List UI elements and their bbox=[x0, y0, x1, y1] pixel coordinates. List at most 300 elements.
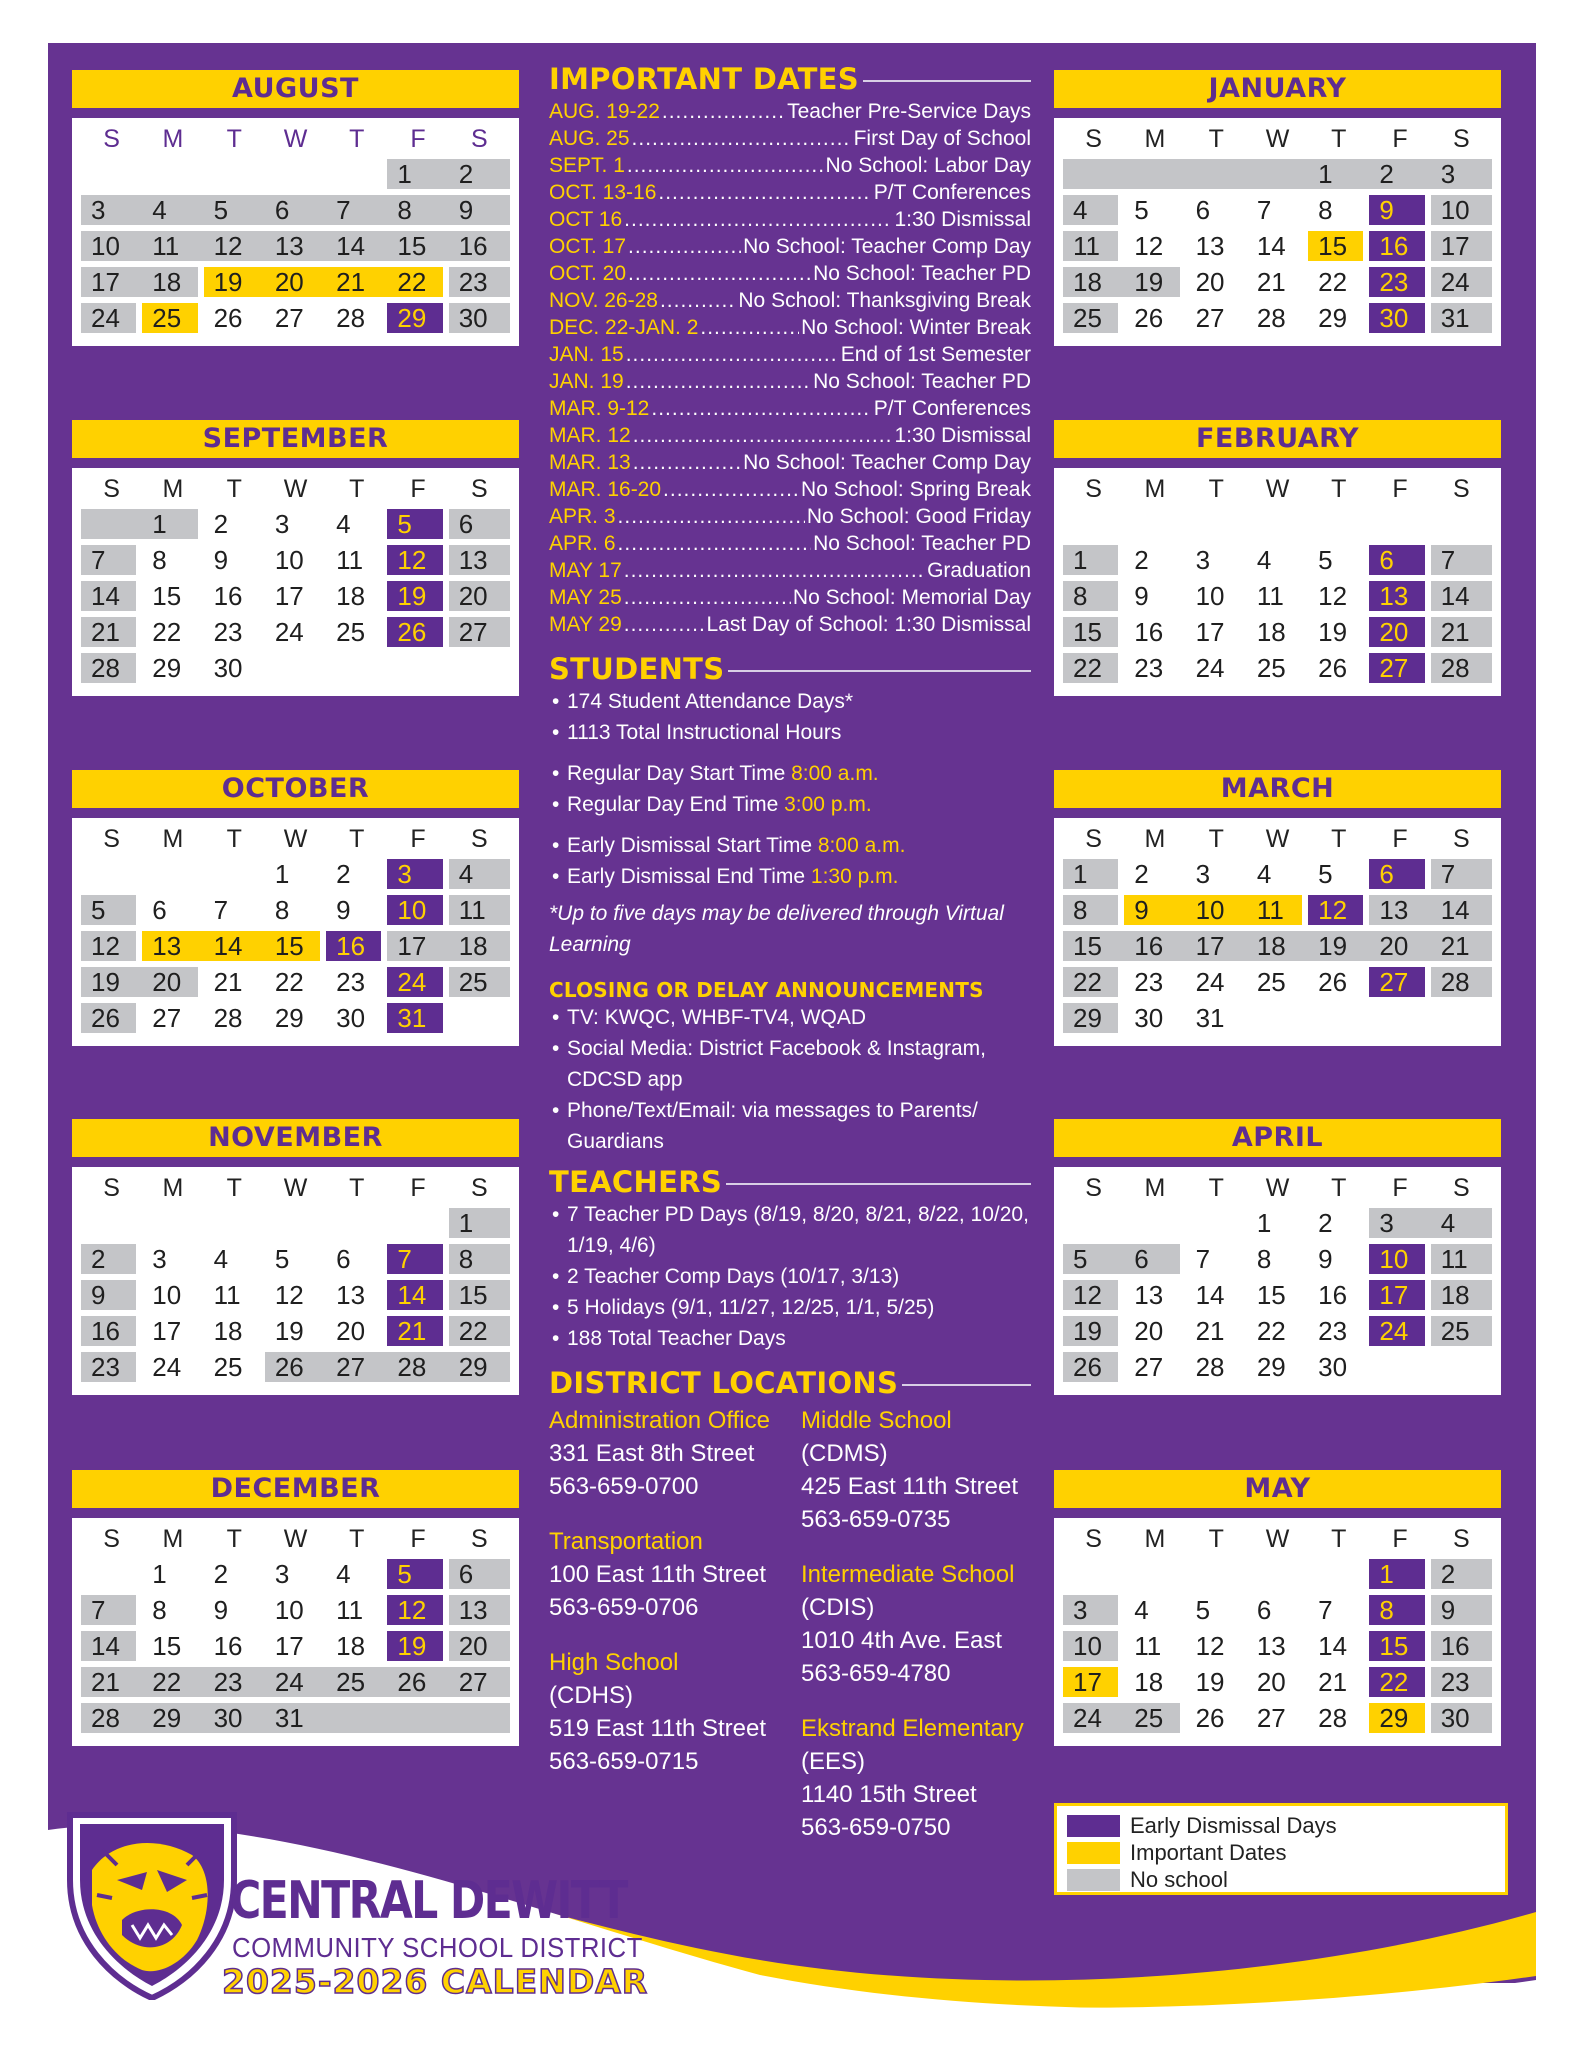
day-cell: 10 bbox=[1186, 895, 1247, 925]
location-entry bbox=[549, 1404, 801, 1503]
week-row bbox=[1063, 964, 1492, 1000]
month-grid bbox=[72, 818, 519, 1046]
weekday-label: T bbox=[1208, 1525, 1224, 1553]
day-cell bbox=[387, 1703, 448, 1733]
day-cell: 11 bbox=[142, 231, 203, 261]
location-detail: 1010 4th Ave. East bbox=[801, 1627, 1003, 1654]
day-cell: 8 bbox=[1256, 1244, 1272, 1274]
calendar-march bbox=[1054, 770, 1501, 1046]
event-label: P/T Conferences bbox=[873, 181, 1031, 204]
day-cell: 5 bbox=[1318, 859, 1333, 889]
day-cell: 10 bbox=[274, 545, 304, 575]
day-cell: 27 bbox=[449, 1667, 510, 1697]
day-cell: 28 bbox=[1256, 303, 1286, 333]
event-label: No School: Teacher Comp Day bbox=[743, 451, 1031, 474]
day-cell: 12 bbox=[1195, 1631, 1225, 1661]
event-label: No School: Good Friday bbox=[806, 505, 1031, 528]
day-cell bbox=[1247, 1559, 1308, 1589]
day-cell: 14 bbox=[81, 1631, 136, 1661]
day-cell: 10 bbox=[274, 1595, 304, 1625]
day-cell: 24 bbox=[274, 617, 304, 647]
legend-item bbox=[1067, 1839, 1495, 1866]
day-cell: 14 bbox=[326, 231, 387, 261]
day-cell: 11 bbox=[1247, 895, 1302, 925]
calendar-april bbox=[1054, 1119, 1501, 1395]
day-cell: 18 bbox=[1431, 1280, 1492, 1310]
bullet-item: • 188 Total Teacher Days bbox=[549, 1323, 1031, 1354]
day-cell: 12 bbox=[1308, 895, 1363, 925]
weekday-label: T bbox=[349, 125, 365, 153]
day-cell: 15 bbox=[152, 581, 182, 611]
weekday-label: T bbox=[1331, 1525, 1347, 1553]
day-cell: 18 bbox=[213, 1316, 243, 1346]
day-cell: 15 bbox=[1308, 231, 1363, 261]
day-cell: 2 bbox=[1369, 159, 1430, 189]
day-cell: 24 bbox=[265, 1667, 326, 1697]
day-cell: 6 bbox=[265, 195, 326, 225]
district-name: CENTRAL DEWITT bbox=[230, 1871, 627, 1931]
day-cell: 26 bbox=[1063, 1352, 1118, 1382]
location-entry bbox=[801, 1558, 1031, 1690]
day-cell: 5 bbox=[274, 1244, 290, 1274]
event-label: No School: Teacher PD bbox=[813, 532, 1031, 555]
week-row bbox=[1063, 1556, 1492, 1592]
day-cell: 18 bbox=[1063, 267, 1124, 297]
date-label: JAN. 19 bbox=[549, 370, 624, 393]
day-cell: 22 bbox=[1063, 653, 1118, 683]
weekday-label: M bbox=[1144, 125, 1166, 153]
day-cell: 9 bbox=[213, 545, 229, 575]
day-cell: 3 bbox=[274, 509, 290, 539]
weekday-label: W bbox=[283, 1525, 308, 1553]
leader-dots bbox=[624, 557, 925, 584]
month-title: JANUARY bbox=[1054, 70, 1501, 108]
important-date-row bbox=[549, 422, 1031, 449]
week-row bbox=[81, 614, 510, 650]
day-cell: 8 bbox=[1063, 895, 1118, 925]
day-cell: 11 bbox=[1134, 1631, 1162, 1661]
legend-swatch bbox=[1067, 1869, 1120, 1891]
day-cell: 9 bbox=[1369, 195, 1424, 225]
day-cell: 8 bbox=[387, 195, 448, 225]
day-cell: 28 bbox=[387, 1352, 448, 1382]
calendar-october bbox=[72, 770, 519, 1046]
weekday-label: F bbox=[1392, 825, 1408, 853]
month-title: MAY bbox=[1054, 1470, 1501, 1508]
day-cell: 26 bbox=[387, 1667, 448, 1697]
weekday-label: T bbox=[1331, 825, 1347, 853]
week-row bbox=[1063, 1592, 1492, 1628]
event-label: End of 1st Semester bbox=[840, 343, 1031, 366]
weekday-label: S bbox=[103, 1525, 120, 1553]
day-cell: 22 bbox=[1063, 967, 1118, 997]
day-cell: 17 bbox=[274, 1631, 304, 1661]
time-label: Regular Day End Time bbox=[567, 793, 785, 816]
location-detail: 563-659-0735 bbox=[801, 1506, 951, 1533]
day-cell: 15 bbox=[152, 1631, 182, 1661]
day-cell: 16 bbox=[1431, 1631, 1492, 1661]
day-cell: 1 bbox=[1256, 1208, 1272, 1238]
legend-swatch bbox=[1067, 1842, 1120, 1864]
day-cell: 10 bbox=[152, 1280, 182, 1310]
day-cell: 28 bbox=[81, 1703, 142, 1733]
day-cell: 7 bbox=[1195, 1244, 1211, 1274]
day-cell: 18 bbox=[449, 931, 510, 961]
important-dates-heading: IMPORTANT DATES bbox=[549, 62, 1031, 96]
weekday-label: W bbox=[1265, 825, 1290, 853]
important-date-row bbox=[549, 449, 1031, 476]
important-date-row bbox=[549, 341, 1031, 368]
time-value: 1:30 p.m. bbox=[810, 865, 899, 888]
month-title: APRIL bbox=[1054, 1119, 1501, 1157]
important-date-row bbox=[549, 368, 1031, 395]
week-row bbox=[81, 1205, 510, 1241]
day-cell: 11 bbox=[213, 1280, 241, 1310]
day-cell: 21 bbox=[81, 617, 136, 647]
event-label: No School: Winter Break bbox=[801, 316, 1031, 339]
location-name: Transportation bbox=[549, 1528, 703, 1555]
day-cell: 5 bbox=[204, 195, 265, 225]
day-cell: 4 bbox=[449, 859, 510, 889]
day-cell: 20 bbox=[1134, 1316, 1164, 1346]
day-cell bbox=[326, 1208, 387, 1238]
day-cell bbox=[1124, 159, 1185, 189]
event-label: No School: Labor Day bbox=[825, 154, 1031, 177]
leader-dots bbox=[624, 611, 705, 638]
info-column bbox=[549, 62, 1031, 1866]
leader-dots bbox=[624, 584, 791, 611]
day-cell: 20 bbox=[449, 581, 510, 611]
day-cell: 4 bbox=[1134, 1595, 1149, 1625]
day-cell: 4 bbox=[1256, 545, 1272, 575]
week-row bbox=[81, 856, 510, 892]
day-cell: 9 bbox=[81, 1280, 136, 1310]
week-row bbox=[81, 228, 510, 264]
day-cell: 23 bbox=[204, 1667, 265, 1697]
month-grid bbox=[72, 1167, 519, 1395]
leader-dots bbox=[628, 260, 811, 287]
week-row bbox=[81, 578, 510, 614]
weekday-label: S bbox=[471, 125, 488, 153]
day-cell: 9 bbox=[1431, 1595, 1492, 1625]
day-cell: 20 bbox=[1195, 267, 1225, 297]
week-row bbox=[1063, 578, 1492, 614]
week-row bbox=[1063, 1313, 1492, 1349]
week-row bbox=[1063, 1000, 1492, 1036]
day-cell: 11 bbox=[1063, 231, 1118, 261]
weekday-label: T bbox=[1208, 125, 1224, 153]
date-label: JAN. 15 bbox=[549, 343, 624, 366]
day-cell: 12 bbox=[1134, 231, 1164, 261]
weekday-label: W bbox=[283, 475, 308, 503]
day-cell: 25 bbox=[1256, 653, 1286, 683]
day-cell: 6 bbox=[1369, 545, 1424, 575]
event-label: No School: Spring Break bbox=[801, 478, 1031, 501]
day-cell: 1 bbox=[1308, 159, 1369, 189]
weekday-label: T bbox=[349, 1174, 365, 1202]
day-cell: 30 bbox=[449, 303, 510, 333]
weekday-header-row bbox=[1063, 822, 1492, 856]
day-cell: 6 bbox=[1256, 1595, 1272, 1625]
day-cell: 13 bbox=[1369, 581, 1424, 611]
weekday-label: M bbox=[1144, 1525, 1166, 1553]
bullet-item: • 5 Holidays (9/1, 11/27, 12/25, 1/1, 5/25) bbox=[549, 1292, 1031, 1323]
event-label: No School: Teacher PD bbox=[813, 262, 1031, 285]
day-cell: 20 bbox=[449, 1631, 510, 1661]
day-cell: 13 bbox=[336, 1280, 366, 1310]
weekday-label: S bbox=[103, 475, 120, 503]
day-cell: 23 bbox=[1369, 267, 1424, 297]
week-row bbox=[81, 1592, 510, 1628]
day-cell: 28 bbox=[1431, 967, 1492, 997]
day-cell: 6 bbox=[449, 1559, 510, 1589]
calendar-december bbox=[72, 1470, 519, 1746]
day-cell: 10 bbox=[81, 231, 142, 261]
day-cell: 30 bbox=[1369, 303, 1424, 333]
day-cell: 28 bbox=[336, 303, 366, 333]
weekday-header-row bbox=[81, 122, 510, 156]
day-cell: 22 bbox=[1256, 1316, 1286, 1346]
day-cell: 28 bbox=[213, 1003, 243, 1033]
week-row bbox=[1063, 1241, 1492, 1277]
important-date-row bbox=[549, 476, 1031, 503]
day-cell: 26 bbox=[1195, 1703, 1225, 1733]
closing-list bbox=[549, 1002, 1031, 1157]
day-cell bbox=[449, 653, 510, 683]
week-row bbox=[1063, 650, 1492, 686]
day-cell: 8 bbox=[152, 1595, 167, 1625]
day-cell: 5 bbox=[387, 1559, 442, 1589]
day-cell: 31 bbox=[265, 1703, 326, 1733]
day-cell: 5 bbox=[387, 509, 442, 539]
weekday-label: M bbox=[162, 1525, 184, 1553]
day-cell: 16 bbox=[326, 931, 381, 961]
day-cell: 9 bbox=[213, 1595, 229, 1625]
week-row bbox=[1063, 264, 1492, 300]
week-row bbox=[1063, 856, 1492, 892]
day-cell: 16 bbox=[1369, 231, 1424, 261]
week-row bbox=[1063, 228, 1492, 264]
day-cell: 21 bbox=[1431, 931, 1492, 961]
weekday-label: S bbox=[1085, 1174, 1102, 1202]
day-cell: 1 bbox=[1369, 1559, 1424, 1589]
time-value: 3:00 p.m. bbox=[784, 793, 872, 816]
day-cell: 9 bbox=[1134, 581, 1149, 611]
weekday-label: T bbox=[226, 825, 242, 853]
weekday-label: F bbox=[410, 125, 426, 153]
week-row bbox=[81, 264, 510, 300]
weekday-label: M bbox=[162, 475, 184, 503]
date-label: MAY 25 bbox=[549, 586, 622, 609]
event-label: No School: Teacher PD bbox=[813, 370, 1031, 393]
leader-dots bbox=[662, 98, 785, 125]
day-cell: 7 bbox=[81, 545, 136, 575]
day-cell bbox=[1308, 1003, 1369, 1033]
weekday-label: S bbox=[471, 825, 488, 853]
weekday-label: M bbox=[162, 1174, 184, 1202]
location-detail: (CDMS) bbox=[801, 1440, 888, 1467]
day-cell: 18 bbox=[1134, 1667, 1164, 1697]
day-cell: 20 bbox=[336, 1316, 366, 1346]
day-cell: 21 bbox=[326, 267, 387, 297]
day-cell: 6 bbox=[1124, 1244, 1179, 1274]
calendar-may bbox=[1054, 1470, 1501, 1746]
weekday-label: T bbox=[1208, 825, 1224, 853]
day-cell: 18 bbox=[336, 581, 366, 611]
event-label: 1:30 Dismissal bbox=[894, 208, 1031, 231]
day-cell bbox=[1063, 1559, 1124, 1589]
day-cell: 14 bbox=[204, 931, 265, 961]
day-cell: 4 bbox=[1431, 1208, 1492, 1238]
week-row bbox=[1063, 542, 1492, 578]
leader-dots bbox=[624, 206, 892, 233]
leader-dots bbox=[618, 503, 805, 530]
bullet-item: • Social Media: District Facebook & Instagram, CDCSD app bbox=[549, 1033, 1031, 1095]
weekday-label: S bbox=[471, 1174, 488, 1202]
date-label: OCT. 17 bbox=[549, 235, 627, 258]
day-cell: 28 bbox=[1318, 1703, 1348, 1733]
day-cell: 7 bbox=[1431, 859, 1492, 889]
day-cell: 15 bbox=[387, 231, 448, 261]
day-cell: 18 bbox=[1247, 931, 1308, 961]
week-row bbox=[1063, 192, 1492, 228]
day-cell bbox=[1063, 1208, 1124, 1238]
day-cell: 6 bbox=[336, 1244, 351, 1274]
week-row bbox=[81, 1700, 510, 1736]
weekday-label: S bbox=[103, 1174, 120, 1202]
day-cell: 25 bbox=[142, 303, 197, 333]
bullet-item bbox=[549, 789, 1031, 820]
date-label: MAR. 12 bbox=[549, 424, 631, 447]
day-cell: 24 bbox=[387, 967, 442, 997]
day-cell: 25 bbox=[1256, 967, 1286, 997]
day-cell: 13 bbox=[1369, 895, 1430, 925]
important-date-row bbox=[549, 125, 1031, 152]
weekday-label: S bbox=[471, 475, 488, 503]
day-cell: 4 bbox=[336, 1559, 351, 1589]
day-cell bbox=[1124, 1559, 1185, 1589]
month-grid bbox=[1054, 118, 1501, 346]
leader-dots bbox=[627, 152, 824, 179]
week-row bbox=[81, 156, 510, 192]
day-cell: 1 bbox=[449, 1208, 510, 1238]
week-row bbox=[81, 1277, 510, 1313]
weekday-header-row bbox=[1063, 1522, 1492, 1556]
legend-label: Early Dismissal Days bbox=[1130, 1812, 1337, 1838]
day-cell: 4 bbox=[1063, 195, 1118, 225]
day-cell: 17 bbox=[1369, 1280, 1424, 1310]
date-label: MAR. 13 bbox=[549, 451, 631, 474]
calendar-february bbox=[1054, 420, 1501, 696]
day-cell: 6 bbox=[449, 509, 510, 539]
week-row bbox=[1063, 892, 1492, 928]
day-cell: 14 bbox=[387, 1280, 442, 1310]
day-cell: 3 bbox=[81, 195, 142, 225]
day-cell: 19 bbox=[204, 267, 265, 297]
day-cell bbox=[204, 159, 265, 189]
important-date-row bbox=[549, 152, 1031, 179]
day-cell: 15 bbox=[265, 931, 320, 961]
day-cell: 31 bbox=[1431, 303, 1492, 333]
day-cell: 1 bbox=[142, 509, 197, 539]
day-cell: 29 bbox=[1256, 1352, 1286, 1382]
day-cell: 28 bbox=[1195, 1352, 1225, 1382]
important-date-row bbox=[549, 233, 1031, 260]
day-cell: 30 bbox=[204, 1703, 265, 1733]
time-value: 8:00 a.m. bbox=[791, 762, 879, 785]
students-heading: STUDENTS bbox=[549, 652, 1031, 686]
day-cell: 7 bbox=[213, 895, 229, 925]
calendar-november bbox=[72, 1119, 519, 1395]
event-label: No School: Thanksgiving Break bbox=[738, 289, 1031, 312]
location-detail: (CDIS) bbox=[801, 1594, 875, 1621]
day-cell: 17 bbox=[1063, 1667, 1118, 1697]
date-label: OCT. 13-16 bbox=[549, 181, 657, 204]
day-cell: 2 bbox=[1318, 1208, 1333, 1238]
day-cell bbox=[81, 859, 142, 889]
day-cell: 14 bbox=[81, 581, 136, 611]
bullet-item: • 1113 Total Instructional Hours bbox=[549, 717, 1031, 748]
day-cell bbox=[1247, 1003, 1308, 1033]
weekday-label: S bbox=[1085, 475, 1102, 503]
weekday-label: T bbox=[226, 125, 242, 153]
day-cell: 11 bbox=[1431, 1244, 1492, 1274]
day-cell: 22 bbox=[1318, 267, 1348, 297]
day-cell: 2 bbox=[1134, 859, 1149, 889]
day-cell: 2 bbox=[336, 859, 351, 889]
calendar-january bbox=[1054, 70, 1501, 346]
weekday-label: W bbox=[283, 125, 308, 153]
day-cell: 13 bbox=[1134, 1280, 1164, 1310]
day-cell: 15 bbox=[1256, 1280, 1286, 1310]
day-cell: 30 bbox=[213, 653, 243, 683]
day-cell: 17 bbox=[387, 931, 448, 961]
day-cell: 8 bbox=[274, 895, 290, 925]
legend-swatch bbox=[1067, 1815, 1120, 1837]
day-cell: 26 bbox=[213, 303, 243, 333]
day-cell: 14 bbox=[1318, 1631, 1348, 1661]
day-cell bbox=[326, 653, 387, 683]
important-date-row bbox=[549, 98, 1031, 125]
day-cell: 10 bbox=[1195, 581, 1225, 611]
important-date-row bbox=[549, 584, 1031, 611]
important-date-row bbox=[549, 260, 1031, 287]
month-title: SEPTEMBER bbox=[72, 420, 519, 458]
day-cell: 22 bbox=[142, 1667, 203, 1697]
day-cell bbox=[387, 1208, 448, 1238]
weekday-label: T bbox=[1331, 125, 1347, 153]
day-cell: 27 bbox=[449, 617, 510, 647]
day-cell: 3 bbox=[152, 1244, 167, 1274]
virtual-learning-note: *Up to five days may be delivered through Virtual Learning bbox=[549, 902, 1004, 956]
day-cell: 27 bbox=[1369, 653, 1424, 683]
students-list-1 bbox=[549, 686, 1031, 748]
leader-dots bbox=[660, 287, 736, 314]
day-cell: 16 bbox=[1134, 617, 1164, 647]
day-cell bbox=[1431, 509, 1492, 539]
day-cell: 7 bbox=[1431, 545, 1492, 575]
weekday-header-row bbox=[81, 1522, 510, 1556]
date-label: DEC. 22-JAN. 2 bbox=[549, 316, 699, 339]
day-cell: 22 bbox=[274, 967, 304, 997]
weekday-label: F bbox=[1392, 125, 1408, 153]
weekday-label: T bbox=[1331, 1174, 1347, 1202]
month-grid bbox=[1054, 1167, 1501, 1395]
day-cell: 10 bbox=[1431, 195, 1492, 225]
event-label: Graduation bbox=[927, 559, 1031, 582]
date-label: MAY 17 bbox=[549, 559, 622, 582]
day-cell bbox=[1369, 1003, 1430, 1033]
